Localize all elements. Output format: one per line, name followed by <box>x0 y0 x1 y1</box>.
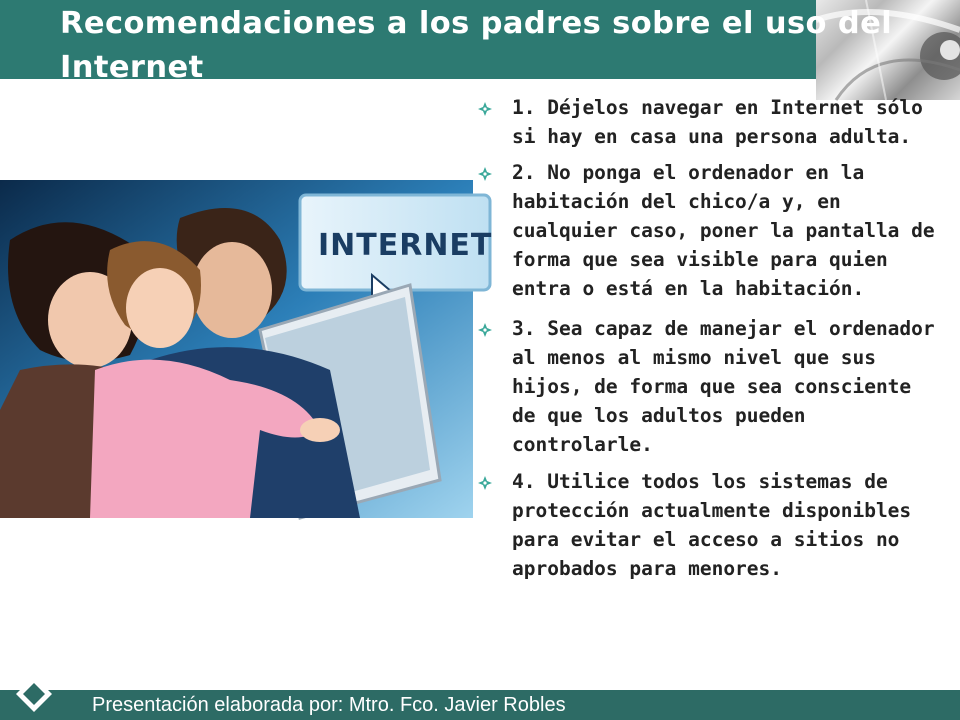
recommendations-list <box>478 93 940 590</box>
family-computer-photo <box>0 180 493 518</box>
list-item-text: 3. Sea capaz de manejar el ordenador al menos al mismo nivel que sus hijos, de forma que sea consciente de que los adultos pueden controlarle. <box>512 317 935 456</box>
diamond-logo-icon <box>14 674 54 714</box>
diamond-bullet-icon <box>478 102 492 116</box>
diamond-bullet-icon <box>478 476 492 490</box>
list-item-text: 1. Déjelos navegar en Internet sólo si hay en casa una persona adulta. <box>512 96 923 148</box>
list-item-text: 4. Utilice todos los sistemas de protección actualmente disponibles para evitar el acceso a sitios no aprobados para menores. <box>512 470 912 580</box>
list-item <box>478 93 940 151</box>
internet-label: INTERNET <box>318 228 493 263</box>
list-item <box>478 158 940 303</box>
slide-title: Recomendaciones a los padres sobre el uso del Internet <box>60 6 893 85</box>
diamond-bullet-icon <box>478 323 492 337</box>
list-item <box>478 314 940 459</box>
diamond-bullet-icon <box>478 167 492 181</box>
list-item-text: 2. No ponga el ordenador en la habitación del chico/a y, en cualquier caso, poner la pantalla de forma que sea visible para quien entra o está en la habitación. <box>512 161 935 300</box>
list-item <box>478 467 940 583</box>
footer-credit: Presentación elaborada por: Mtro. Fco. Javier Robles <box>92 694 566 716</box>
